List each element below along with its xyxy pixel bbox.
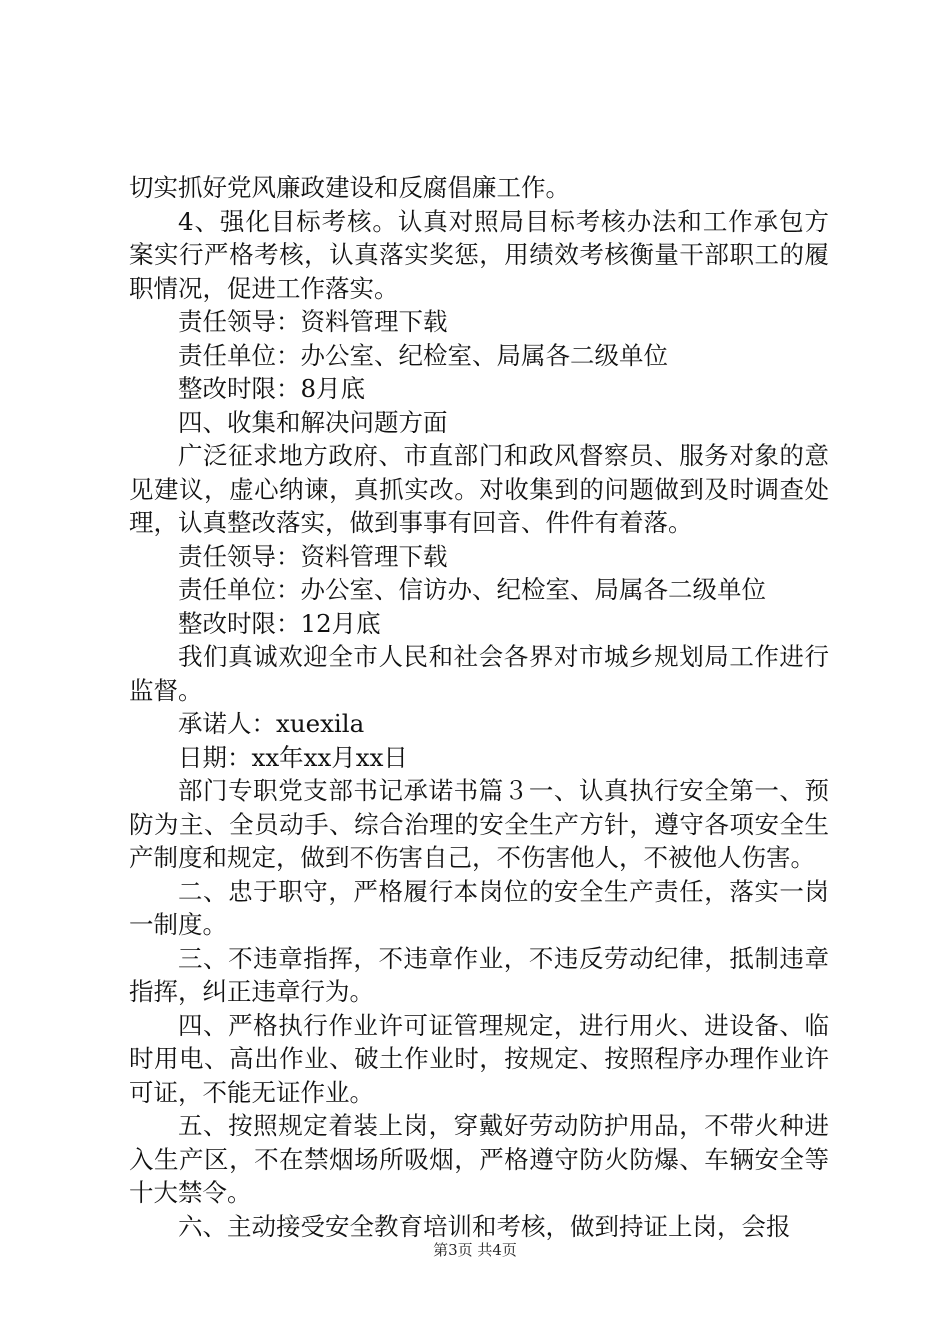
paragraph: 日期：xx年xx月xx日 xyxy=(178,742,408,772)
paragraph: 切实抓好党风廉政建设和反腐倡廉工作。 xyxy=(129,173,570,202)
paragraph: 责任领导：资料管理下载 xyxy=(178,541,448,571)
paragraph: 五、按照规定着装上岗，穿戴好劳动防护用品，不带火种进入生产区，不在禁烟场所吸烟，严格遵守防火防爆、车辆安全等十大禁令。 xyxy=(129,1111,829,1207)
paragraph: 二、忠于职守，严格履行本岗位的安全生产责任，落实一岗一制度。 xyxy=(129,876,829,939)
paragraph: 我们真诚欢迎全市人民和社会各界对市城乡规划局工作进行监督。 xyxy=(129,642,829,705)
paragraph: 4、强化目标考核。认真对照局目标考核办法和工作承包方案实行严格考核，认真落实奖惩，用绩效考核衡量干部职工的履职情况，促进工作落实。 xyxy=(129,206,829,303)
paragraph: 六、主动接受安全教育培训和考核，做到持证上岗，会报 xyxy=(178,1211,791,1241)
paragraph: 三、不违章指挥，不违章作业，不违反劳动纪律，抵制违章指挥，纠正违章行为。 xyxy=(129,943,829,1006)
paragraph: 部门专职党支部书记承诺书篇３一、认真执行安全第一、预防为主、全员动手、综合治理的安全生产方针，遵守各项安全生产制度和规定，做到不伤害自己，不伤害他人，不被他人伤害。 xyxy=(129,776,829,872)
paragraph: 责任单位：办公室、纪检室、局属各二级单位 xyxy=(178,340,668,370)
paragraph: 责任领导：资料管理下载 xyxy=(178,307,448,336)
paragraph: 整改时限：8月底 xyxy=(178,374,366,403)
paragraph: 广泛征求地方政府、市直部门和政风督察员、服务对象的意见建议，虚心纳谏，真抓实改。对收集到的问题做到及时调查处理，认真整改落实，做到事事有回音、件件有着落。 xyxy=(129,441,829,537)
paragraph: 整改时限：12月底 xyxy=(178,608,381,638)
page-footer: 第3页 共4页 xyxy=(433,1241,517,1259)
paragraph: 四、收集和解决问题方面 xyxy=(178,407,448,437)
document-body xyxy=(129,171,829,1243)
paragraph: 承诺人：xuexila xyxy=(178,709,365,738)
paragraph: 四、严格执行作业许可证管理规定，进行用火、进设备、临时用电、高出作业、破土作业时，按规定、按照程序办理作业许可证，不能无证作业。 xyxy=(129,1010,829,1107)
paragraph: 责任单位：办公室、信访办、纪检室、局属各二级单位 xyxy=(178,575,766,604)
